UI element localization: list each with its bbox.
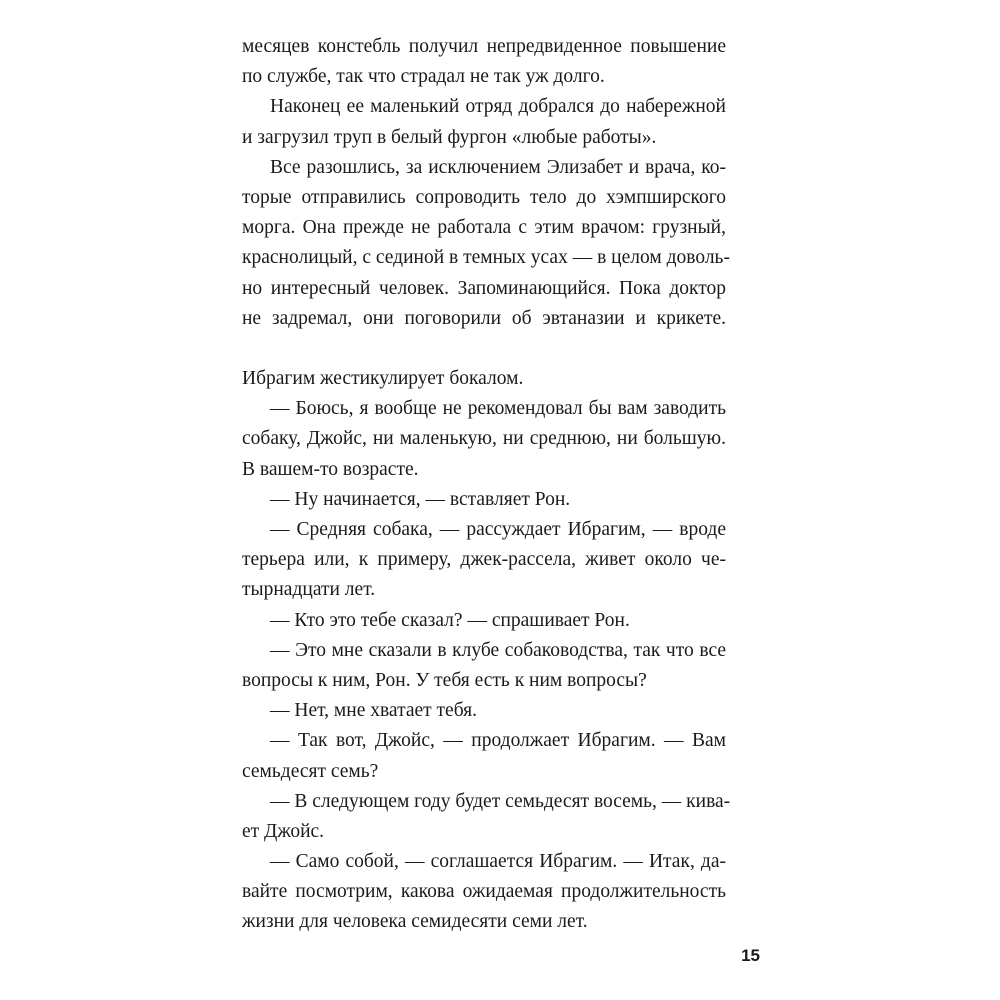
text-line: — Это мне сказали в клубе собаководства, так что все <box>270 639 726 661</box>
text-line: Все разошлись, за исключением Элизабет и врача, ко- <box>270 156 726 178</box>
section-break <box>242 334 726 364</box>
body-text <box>242 32 731 938</box>
text-line: — Само собой, — соглашается Ибрагим. — Итак, да- <box>270 851 726 873</box>
text-line: по службе, так что страдал не так уж долго. <box>242 66 605 88</box>
text-line: краснолицый, с сединой в темных усах — в целом доволь- <box>242 247 730 269</box>
text-line: месяцев констебль получил непредвиденное повышение <box>242 36 726 57</box>
text-line: собаку, Джойс, ни маленькую, ни среднюю, ни большую. <box>242 428 726 450</box>
text-line: — Так вот, Джойс, — продолжает Ибрагим. — Вам <box>270 730 726 752</box>
text-line: ет Джойс. <box>242 820 325 842</box>
text-line: семьдесят семь? <box>242 760 379 782</box>
text-line: но интересный человек. Запоминающийся. Пока доктор <box>242 277 726 299</box>
text-line: Ибрагим жестикулирует бокалом. <box>242 368 524 390</box>
text-line: вопросы к ним, Рон. У тебя есть к ним вопросы? <box>242 669 647 691</box>
text-line: — Нет, мне хватает тебя. <box>270 700 477 722</box>
text-line: не задремал, они поговорили об эвтаназии и крикете. <box>242 307 726 329</box>
text-line: — В следующем году будет семьдесят восемь, — кива- <box>270 790 731 812</box>
text-line: и загрузил труп в белый фургон «любые работы». <box>242 126 657 148</box>
text-line: тырнадцати лет. <box>242 579 376 601</box>
text-line: торые отправились сопроводить тело до хэмпширского <box>242 186 726 208</box>
text-line: морга. Она прежде не работала с этим врачом: грузный, <box>242 217 726 239</box>
page-number: 15 <box>741 946 760 965</box>
text-line: Наконец ее маленький отряд добрался до набережной <box>270 96 726 118</box>
text-line: — Средняя собака, — рассуждает Ибрагим, — вроде <box>270 519 726 540</box>
text-line: терьера или, к примеру, джек-рассела, живет около че- <box>242 549 726 571</box>
text-line: — Кто это тебе сказал? — спрашивает Рон. <box>270 609 630 631</box>
text-line: — Боюсь, я вообще не рекомендовал бы вам заводить <box>270 398 726 420</box>
text-line: В вашем-то возрасте. <box>242 458 419 480</box>
text-line: вайте посмотрим, какова ожидаемая продолжительность <box>242 881 726 903</box>
text-line: — Ну начинается, — вставляет Рон. <box>270 488 571 510</box>
text-line: жизни для человека семидесяти семи лет. <box>242 911 588 933</box>
